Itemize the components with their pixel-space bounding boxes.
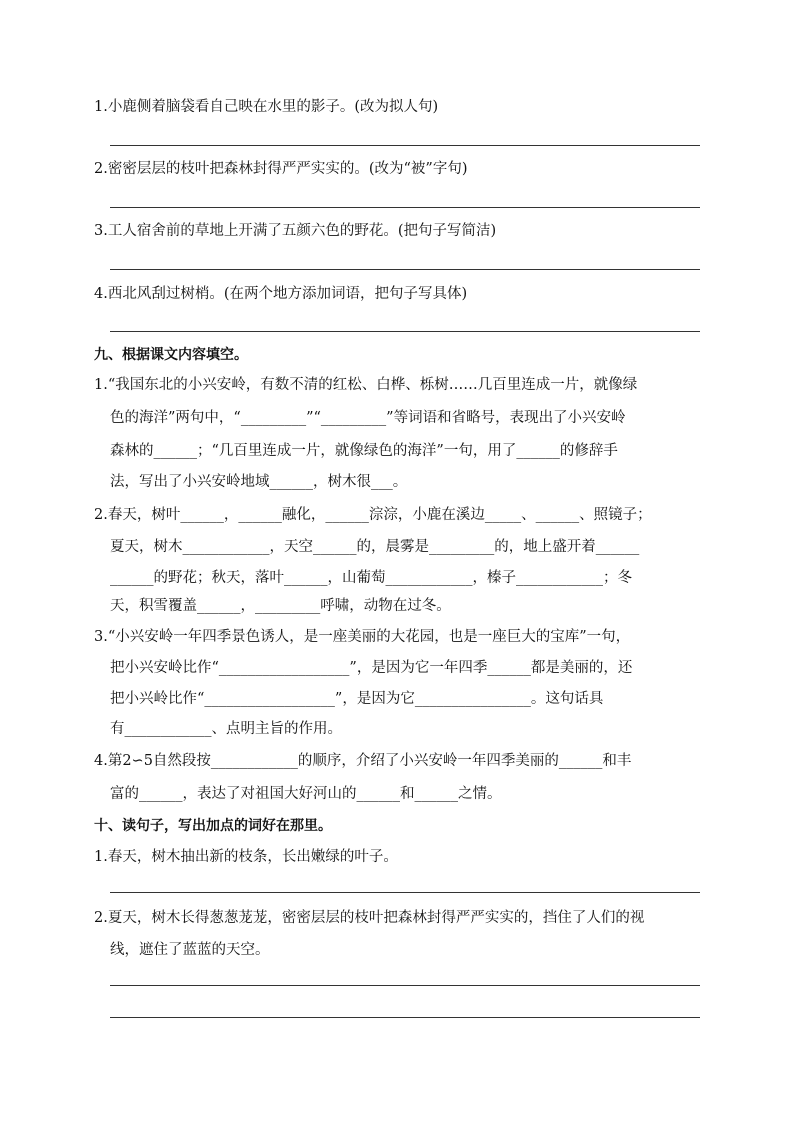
fill-line: 把小兴安岭比作“__________________”，是因为它一年四季______都是美丽的，还 bbox=[110, 660, 633, 676]
answer-line[interactable] bbox=[110, 1017, 700, 1018]
exercise-item-4: 4.西北风刮过树梢。(在两个地方添加词语，把句子写具体) bbox=[94, 286, 468, 302]
answer-line[interactable] bbox=[110, 892, 700, 893]
answer-line[interactable] bbox=[110, 331, 700, 332]
fill-line: 森林的______；“几百里连成一片，就像绿色的海洋”一句，用了______的修辞手 bbox=[110, 443, 618, 459]
answer-line[interactable] bbox=[110, 269, 700, 270]
fill-line: 有____________、点明主旨的作用。 bbox=[110, 721, 342, 737]
exercise-item-1: 1.小鹿侧着脑袋看自己映在水里的影子。(改为拟人句) bbox=[94, 99, 439, 115]
fill-line: 3.“小兴安岭一年四季景色诱人，是一座美丽的大花园，也是一座巨大的宝库”一句， bbox=[94, 629, 631, 645]
answer-line[interactable] bbox=[110, 145, 700, 146]
fill-line: ______的野花；秋天，落叶______，山葡萄____________，榛子____________；冬 bbox=[110, 570, 632, 586]
section-heading-10: 十、读句子，写出加点的词好在那里。 bbox=[94, 818, 332, 834]
fill-line: 色的海洋”两句中，“_________”“_________”等词语和省略号，表现出了小兴安岭 bbox=[110, 410, 626, 426]
answer-line[interactable] bbox=[110, 985, 700, 986]
exercise-item-2: 2.密密层层的枝叶把森林封得严严实实的。(改为“被”字句) bbox=[94, 161, 468, 177]
exercise-item-1: 1.春天，树木抽出新的枝条，长出嫩绿的叶子。 bbox=[94, 849, 398, 865]
fill-line: 富的______，表达了对祖国大好河山的______和______之情。 bbox=[110, 786, 502, 802]
exercise-item-3: 3.工人宿舍前的草地上开满了五颜六色的野花。(把句子写简洁) bbox=[94, 223, 497, 239]
exercise-item-2-cont: 线，遮住了蓝蓝的天空。 bbox=[110, 942, 270, 958]
fill-line: 夏天，树木____________，天空______的，晨雾是_________的，地上盛开着______ bbox=[110, 539, 640, 555]
fill-line: 法，写出了小兴安岭地域______，树木很___。 bbox=[110, 474, 408, 490]
answer-line[interactable] bbox=[110, 207, 700, 208]
fill-line: 4.第2∽5自然段按____________的顺序，介绍了小兴安岭一年四季美丽的______和丰 bbox=[94, 753, 632, 769]
fill-line: 天，积雪覆盖______，_________呼啸，动物在过冬。 bbox=[110, 598, 451, 614]
section-heading-9: 九、根据课文内容填空。 bbox=[94, 347, 248, 363]
exercise-item-2: 2.夏天，树木长得葱葱茏茏，密密层层的枝叶把森林封得严严实实的，挡住了人们的视 bbox=[94, 910, 645, 926]
fill-line: 把小兴岭比作“__________________”，是因为它________________。这句话具 bbox=[110, 691, 604, 707]
fill-line: 1.“我国东北的小兴安岭，有数不清的红松、白桦、栎树……几百里连成一片，就像绿 bbox=[94, 377, 638, 393]
fill-line: 2.春天，树叶______，______融化，______淙淙，小鹿在溪边_____、______、照镜子； bbox=[94, 507, 652, 523]
